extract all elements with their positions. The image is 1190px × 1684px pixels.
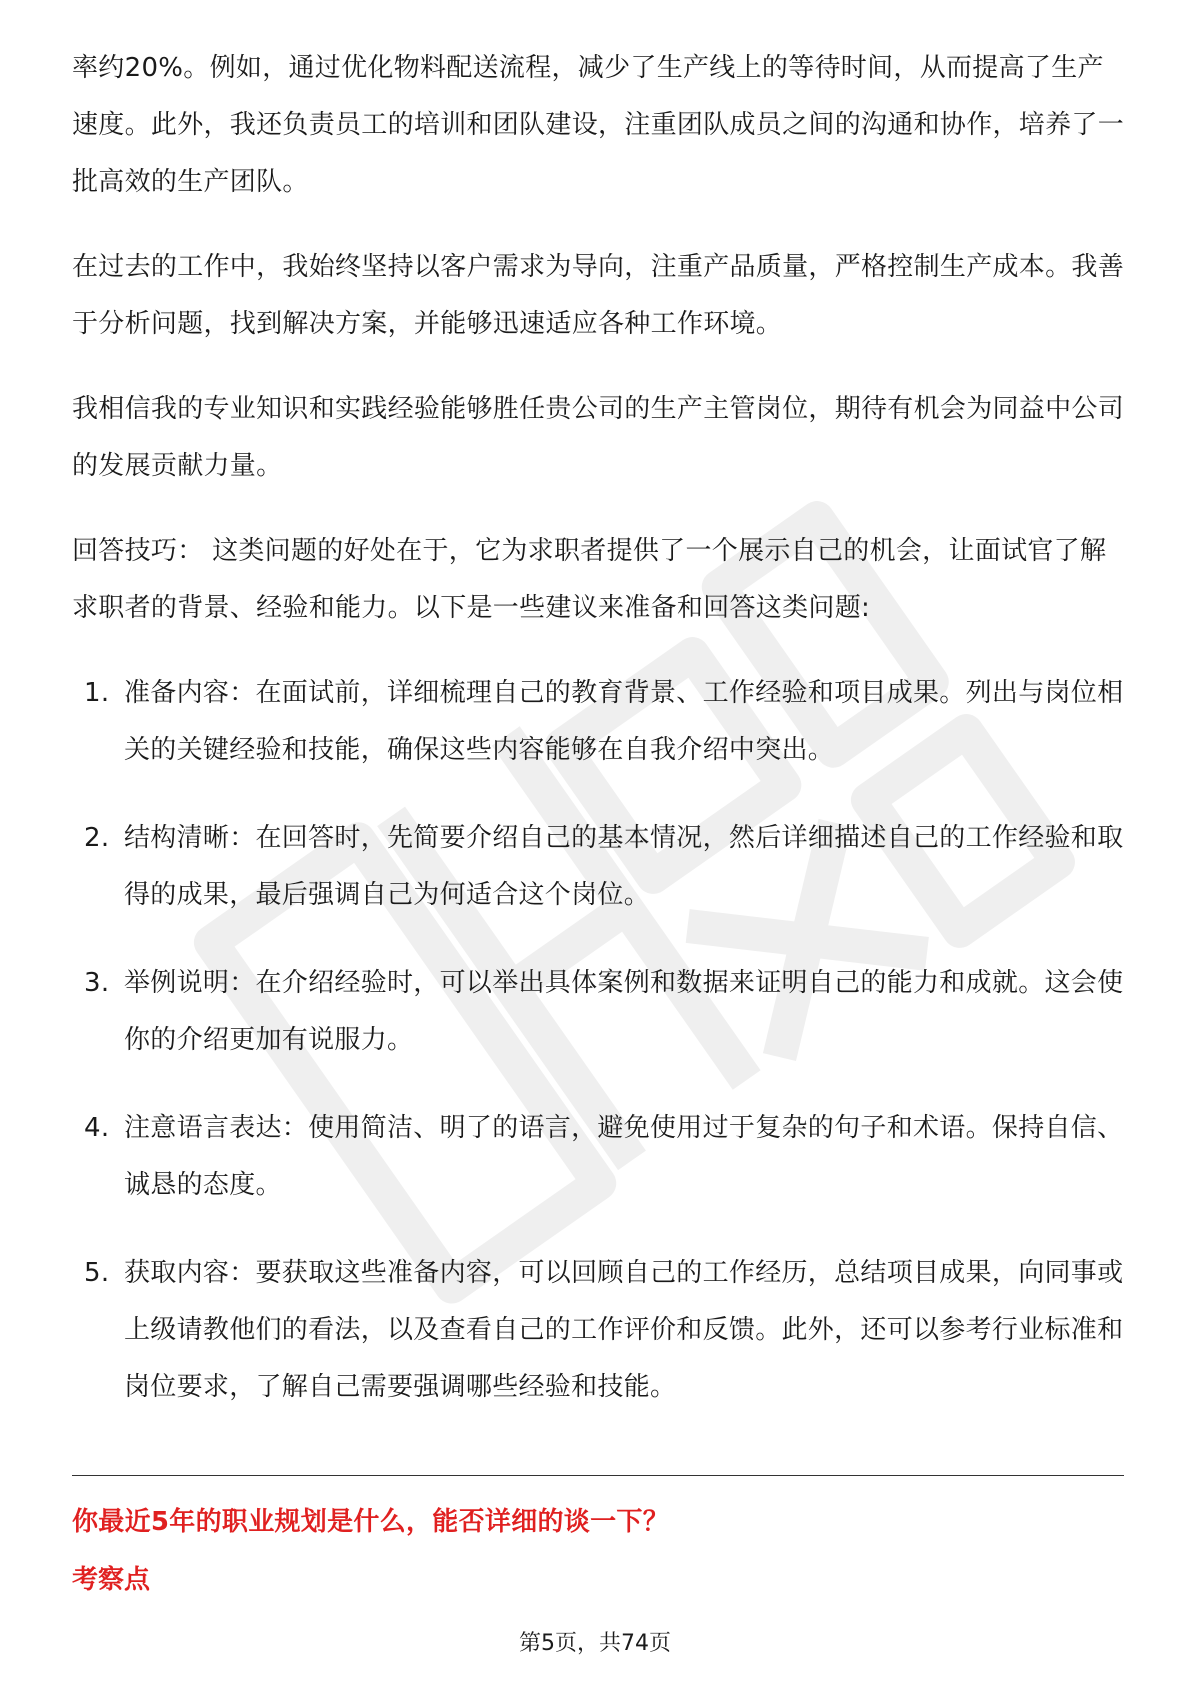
paragraph-work-attitude: 在过去的工作中，我始终坚持以客户需求为导向，注重产品质量，严格控制生产成本。我善于分析问题，找到解决方案，并能够迅速适应各种工作环境。 — [72, 252, 1125, 339]
list-item-number: 2. — [84, 823, 110, 853]
list-item-number: 3. — [84, 968, 110, 998]
paragraph-closing: 我相信我的专业知识和实践经验能够胜任贵公司的生产主管岗位，期待有机会为同益中公司的发展贡献力量。 — [72, 394, 1125, 481]
list-item-number: 4. — [84, 1113, 110, 1143]
list-item — [72, 1245, 1127, 1416]
list-item-number: 1. — [84, 678, 110, 708]
list-item — [72, 665, 1127, 779]
list-item-text: 准备内容：在面试前，详细梳理自己的教育背景、工作经验和项目成果。列出与岗位相关的关键经验和技能，确保这些内容能够在自我介绍中突出。 — [124, 678, 1124, 765]
list-item-text: 举例说明：在介绍经验时，可以举出具体案例和数据来证明自己的能力和成就。这会使你的介绍更加有说服力。 — [124, 968, 1124, 1055]
section-label-assessment-points: 考察点 — [72, 1565, 151, 1595]
list-item — [72, 955, 1127, 1069]
page-number-footer: 第5页，共74页 — [519, 1631, 671, 1656]
list-item-text: 结构清晰：在回答时，先简要介绍自己的基本情况，然后详细描述自己的工作经验和取得的成果，最后强调自己为何适合这个岗位。 — [124, 823, 1124, 910]
list-item — [72, 1100, 1127, 1214]
list-item-text: 获取内容：要获取这些准备内容，可以回顾自己的工作经历，总结项目成果，向同事或上级请教他们的看法，以及查看自己的工作评价和反馈。此外，还可以参考行业标准和岗位要求，了解自己需要强调哪些经验和技能。 — [124, 1258, 1124, 1402]
next-question-heading: 你最近5年的职业规划是什么，能否详细的谈一下？ — [72, 1507, 669, 1537]
section-divider — [72, 1475, 1124, 1476]
paragraph-answer-tips: 回答技巧： 这类问题的好处在于，它为求职者提供了一个展示自己的机会，让面试官了解求职者的背景、经验和能力。以下是一些建议来准备和回答这类问题: — [72, 536, 1107, 623]
tips-list — [72, 665, 1127, 1416]
document-body — [72, 40, 1127, 1447]
list-item-number: 5. — [84, 1258, 110, 1288]
list-item-text: 注意语言表达：使用简洁、明了的语言，避免使用过于复杂的句子和术语。保持自信、诚恳的态度。 — [124, 1113, 1124, 1200]
list-item — [72, 810, 1127, 924]
paragraph-intro-continued: 率约20%。例如，通过优化物料配送流程，减少了生产线上的等待时间，从而提高了生产速度。此外，我还负责员工的培训和团队建设，注重团队成员之间的沟通和协作，培养了一批高效的生产团队。 — [72, 53, 1125, 197]
